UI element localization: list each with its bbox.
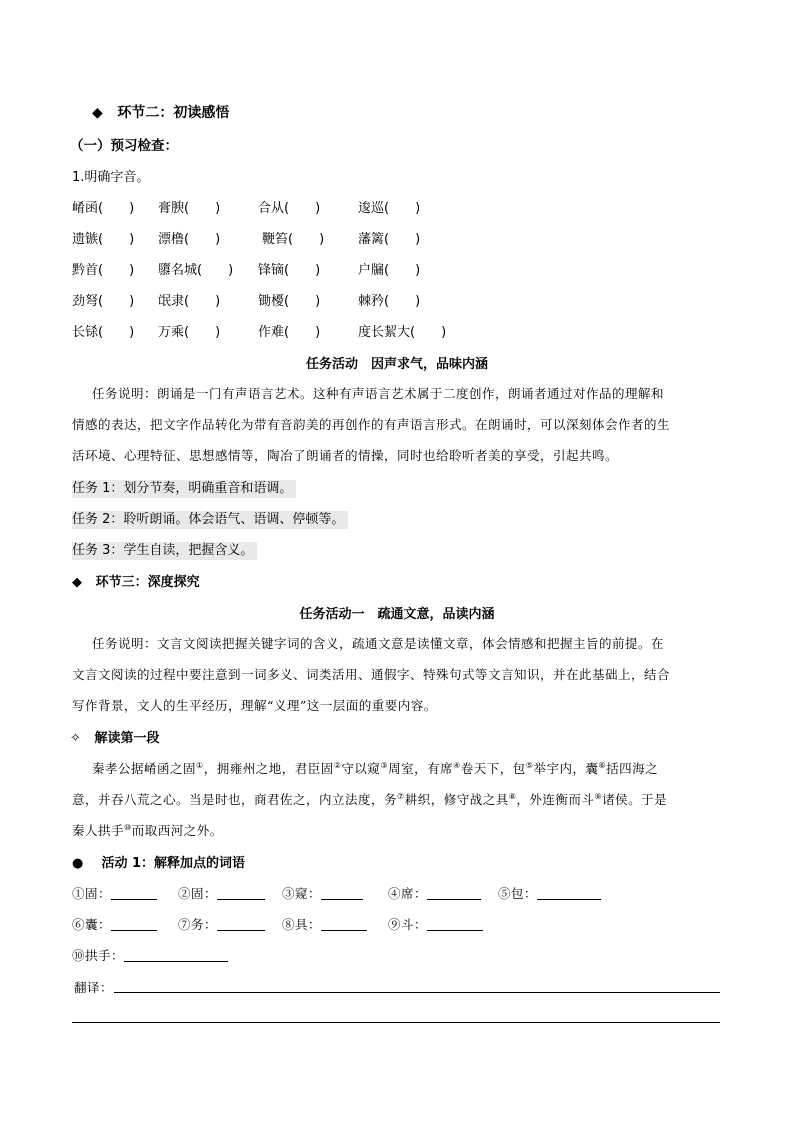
pinyin-item: 隳名城( ) xyxy=(158,263,234,278)
answer-blank[interactable] xyxy=(427,916,483,931)
answer-blank[interactable] xyxy=(111,885,157,900)
pinyin-item: 锄櫌( ) xyxy=(258,294,321,309)
task-item: 任务 2：聆听朗诵。体会语气、语调、停顿等。 xyxy=(72,508,348,527)
activity-1-heading: ● 活动 1：解释加点的词语 xyxy=(72,856,246,871)
pinyin-item: 漂橹( ) xyxy=(158,232,221,247)
task-desc-line: 任务说明：文言文阅读把握关键字词的含义，疏通文意是读懂文章，体会情感和把握主旨的前提。在 xyxy=(92,636,665,651)
pinyin-item: 锋镝( ) xyxy=(258,263,321,278)
pinyin-item: 氓隶( ) xyxy=(158,294,221,309)
blank-item: ⑦务： xyxy=(178,915,265,933)
task-desc-line: 任务说明：朗诵是一门有声语言艺术。这种有声语言艺术属于二度创作，朗诵者通过对作品的理解和 xyxy=(92,386,665,401)
answer-blank[interactable] xyxy=(321,916,367,931)
passage-line: 秦人拱手⑩而取西河之外。 xyxy=(72,822,223,838)
passage-line: 意，并吞八荒之心。当是时也，商君佐之，内立法度，务⑦耕织，修守战之具⑧，外连衡而斗⑨诸侯。于是 xyxy=(72,791,668,807)
task-desc-line: 文言文阅读的过程中要注意到一词多义、词类活用、通假字、特殊句式等文言知识，并在此基础上，结合 xyxy=(72,667,671,682)
task-activity-1-title: 任务活动一 疏通文意，品读内涵 xyxy=(299,607,495,622)
pinyin-item: 合从( ) xyxy=(258,201,321,216)
task-item: 任务 3：学生自读，把握含义。 xyxy=(72,539,257,558)
task-desc-line: 活环境、心理特征、思想感情等，陶冶了朗诵者的情操，同时也给聆听者美的享受，引起共鸣。 xyxy=(72,448,619,463)
blank-item: ①固： xyxy=(72,884,157,902)
answer-blank[interactable] xyxy=(217,916,265,931)
pinyin-item: 逡巡( ) xyxy=(358,201,421,216)
answer-blank[interactable] xyxy=(321,885,363,900)
pinyin-item: 棘矜( ) xyxy=(358,294,421,309)
answer-blank[interactable] xyxy=(427,885,481,900)
answer-blank[interactable] xyxy=(111,916,157,931)
pinyin-item: 万乘( ) xyxy=(158,325,221,340)
pinyin-item: 膏腴( ) xyxy=(158,201,221,216)
blank-item: ③窥： xyxy=(282,884,363,902)
blank-item: ⑥囊： xyxy=(72,915,157,933)
passage-line: 秦孝公据崤函之固①，拥雍州之地，君臣固②守以窥③周室，有席④卷天下，包⑤举宇内，囊⑥括四海之 xyxy=(92,760,659,776)
diamond-bullet-icon: ◆ xyxy=(92,105,103,121)
preview-heading: （一）预习检查： xyxy=(70,138,178,154)
task-desc-line: 情感的表达，把文字作品转化为带有音韵美的再创作的有声语言形式。在朗诵时，可以深刻体会作者的生 xyxy=(72,417,671,432)
task-desc-line: 写作背景，文人的生平经历，理解“义理”这一层面的重要内容。 xyxy=(72,698,437,713)
answer-blank[interactable] xyxy=(124,947,228,962)
pinyin-item: 长铩( ) xyxy=(72,325,135,340)
answer-blank[interactable] xyxy=(537,885,601,900)
blank-item: ⑩拱手： xyxy=(72,946,228,964)
circle-bullet-icon: ● xyxy=(72,856,84,871)
pinyin-item: 崤函( ) xyxy=(72,201,135,216)
pinyin-item: 黔首( ) xyxy=(72,263,135,278)
answer-blank[interactable] xyxy=(217,885,265,900)
pinyin-item: 度长絜大( ) xyxy=(358,325,447,340)
section-heading-3 xyxy=(72,571,200,590)
sparkle-bullet-icon: ✧ xyxy=(70,731,81,746)
pinyin-item: 劲弩( ) xyxy=(72,294,135,309)
translate-line[interactable] xyxy=(114,992,720,993)
translate-label: 翻译： xyxy=(74,980,114,995)
section-title: 环节三：深度探究 xyxy=(95,575,200,590)
question-1: 1.明确字音。 xyxy=(72,170,150,185)
task-activity-title: 任务活动 因声求气，品味内涵 xyxy=(305,357,488,372)
section-heading-2 xyxy=(92,102,229,122)
diamond-bullet-icon: ◆ xyxy=(72,575,82,590)
task-item: 任务 1：划分节奏，明确重音和语调。 xyxy=(72,477,296,496)
blank-item: ⑨斗： xyxy=(388,915,483,933)
section-title: 环节二：初读感悟 xyxy=(117,105,230,121)
pinyin-item: 户牖( ) xyxy=(358,263,421,278)
blank-item: ⑧具： xyxy=(282,915,367,933)
read-first-paragraph-heading: ✧ 解读第一段 xyxy=(70,731,160,746)
blank-item: ④席： xyxy=(388,884,481,902)
pinyin-item: 遗镞( ) xyxy=(72,232,135,247)
translate-line[interactable] xyxy=(72,1022,720,1023)
pinyin-item: 作难( ) xyxy=(258,325,321,340)
blank-item: ⑤包： xyxy=(498,884,601,902)
pinyin-item: 鞭笞( ) xyxy=(262,232,325,247)
pinyin-item: 藩篱( ) xyxy=(358,232,421,247)
blank-item: ②固： xyxy=(178,884,265,902)
